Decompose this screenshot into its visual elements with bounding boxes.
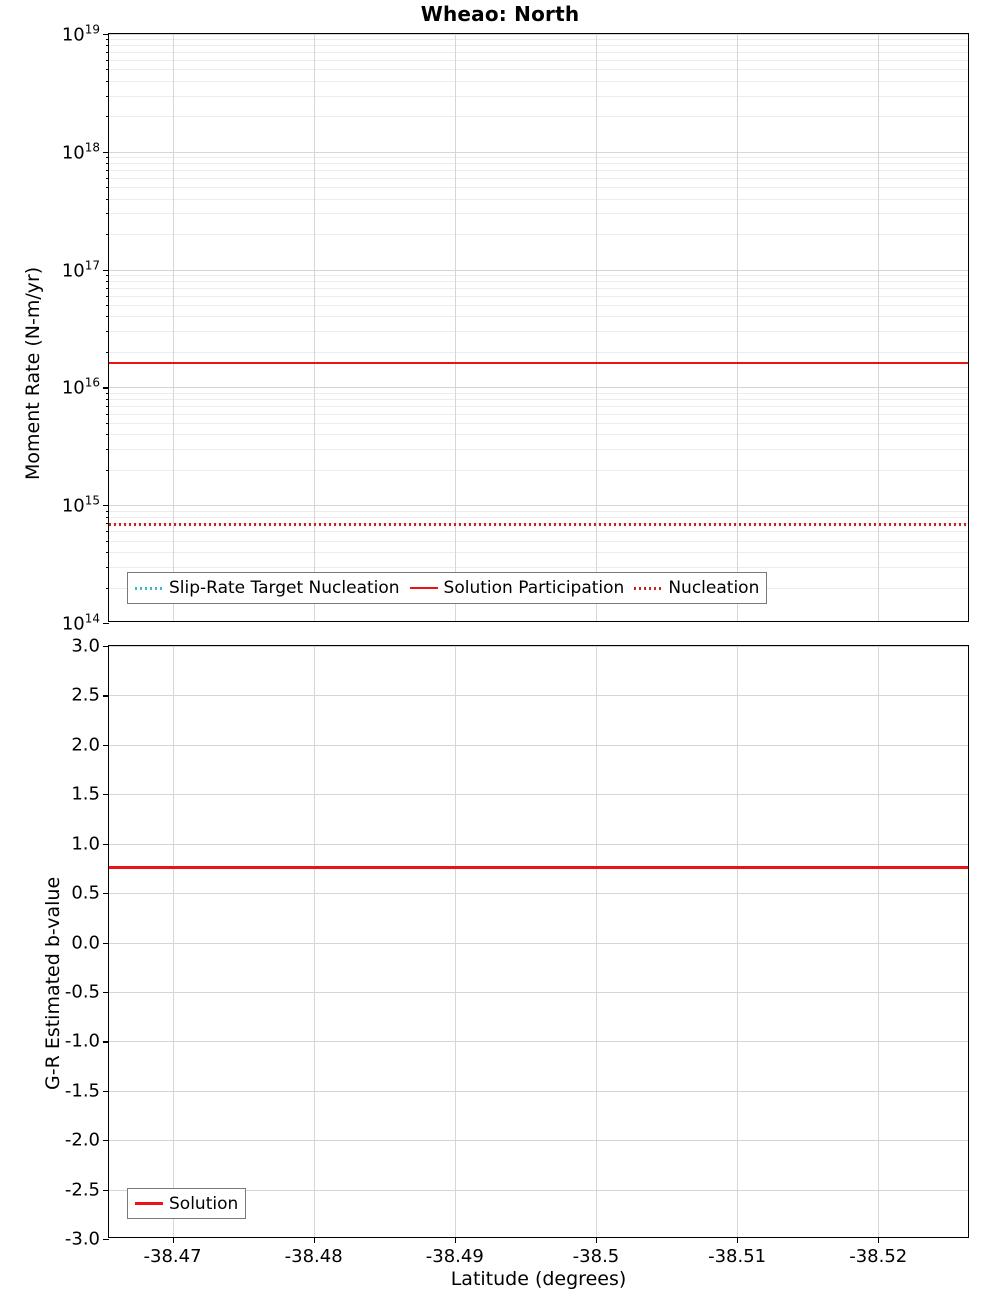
y-tick <box>103 1140 109 1141</box>
gridline-minor <box>109 517 968 518</box>
legend-swatch-dotted-cyan-icon <box>135 587 163 590</box>
legend-item-slip-rate-target-nucleation <box>135 578 400 598</box>
gridline-vertical <box>596 646 597 1237</box>
y-tick <box>103 1190 109 1191</box>
y-tick-label: 0.5 <box>71 882 100 904</box>
gridline-minor <box>109 434 968 435</box>
y-tick-minor <box>106 60 110 61</box>
x-tick <box>173 1237 174 1243</box>
y-tick <box>103 1239 109 1240</box>
gridline-minor <box>109 39 968 40</box>
gridline-minor <box>109 116 968 117</box>
y-tick-minor <box>106 275 110 276</box>
y-tick-minor <box>106 45 110 46</box>
y-tick-minor <box>106 157 110 158</box>
y-tick <box>103 646 109 647</box>
x-tick <box>596 1237 597 1243</box>
y-tick-minor <box>106 399 110 400</box>
y-tick-minor <box>106 213 110 214</box>
y-tick <box>103 695 109 696</box>
gridline-minor <box>109 178 968 179</box>
gridline <box>109 505 968 506</box>
gridline-vertical <box>737 34 738 621</box>
y-tick <box>103 943 109 944</box>
gridline-minor <box>109 288 968 289</box>
legend-top <box>127 572 767 604</box>
y-tick <box>103 152 109 153</box>
gridline <box>109 844 968 845</box>
gridline-vertical <box>314 646 315 1237</box>
gridline-minor <box>109 281 968 282</box>
gridline-minor <box>109 470 968 471</box>
y-tick-label: -1.5 <box>64 1080 100 1102</box>
y-tick-label: -3.0 <box>64 1228 100 1250</box>
gridline-vertical <box>173 646 174 1237</box>
y-tick <box>103 623 109 624</box>
legend-swatch-solid-red-icon <box>135 1202 163 1205</box>
gridline-vertical <box>737 646 738 1237</box>
gridline-minor <box>109 296 968 297</box>
y-tick-minor <box>106 434 110 435</box>
y-tick-minor <box>106 531 110 532</box>
x-tick-label: -38.48 <box>284 1246 343 1267</box>
legend-bottom <box>127 1188 246 1219</box>
y-tick-label: 2.5 <box>71 684 100 706</box>
y-tick-label: $10^{15}$ <box>61 493 100 517</box>
y-tick-minor <box>106 511 110 512</box>
gridline-minor <box>109 275 968 276</box>
y-tick <box>103 505 109 506</box>
y-tick-minor <box>106 423 110 424</box>
gridline <box>109 387 968 388</box>
gridline-vertical <box>173 34 174 621</box>
y-tick-minor <box>106 116 110 117</box>
gridline-minor <box>109 170 968 171</box>
y-tick-minor <box>106 52 110 53</box>
gridline-minor <box>109 163 968 164</box>
y-tick-minor <box>106 163 110 164</box>
y-tick-minor <box>106 414 110 415</box>
x-axis-label: Latitude (degrees) <box>450 1268 627 1290</box>
y-tick-minor <box>106 316 110 317</box>
gridline-minor <box>109 331 968 332</box>
gridline <box>109 646 968 647</box>
gridline-minor <box>109 45 968 46</box>
y-tick-minor <box>106 288 110 289</box>
legend-swatch-dotted-red-icon <box>634 587 662 590</box>
y-tick <box>103 34 109 35</box>
gridline-minor <box>109 511 968 512</box>
y-tick-label: 3.0 <box>71 635 100 657</box>
y-tick-minor <box>106 69 110 70</box>
y-tick-minor <box>106 588 110 589</box>
y-tick-minor <box>106 81 110 82</box>
y-tick-label: 0.0 <box>71 932 100 953</box>
y-tick <box>103 1041 109 1042</box>
y-tick-minor <box>106 178 110 179</box>
gridline-vertical <box>455 646 456 1237</box>
gridline-minor <box>109 399 968 400</box>
gridline-minor <box>109 305 968 306</box>
gridline-minor <box>109 52 968 53</box>
gridline-minor <box>109 552 968 553</box>
gridline <box>109 1091 968 1092</box>
y-tick-label: -0.5 <box>64 981 100 1003</box>
y-tick <box>103 745 109 746</box>
y-tick-minor <box>106 470 110 471</box>
gridline-minor <box>109 423 968 424</box>
page-title: Wheao: North <box>420 2 580 26</box>
y-tick-label: $10^{14}$ <box>61 611 100 635</box>
legend-label: Slip-Rate Target Nucleation <box>169 578 400 598</box>
y-tick-label: 2.0 <box>71 734 100 756</box>
y-tick-label: 1.5 <box>71 783 100 805</box>
gridline <box>109 893 968 894</box>
y-tick <box>103 794 109 795</box>
legend-label: Solution Participation <box>443 578 625 598</box>
gridline-minor <box>109 449 968 450</box>
gridline-vertical <box>596 34 597 621</box>
legend-swatch-solid-red-icon <box>410 587 438 590</box>
gridline-minor <box>109 69 968 70</box>
gridline-minor <box>109 81 968 82</box>
y-tick-minor <box>106 517 110 518</box>
y-tick <box>103 1091 109 1092</box>
y-tick <box>103 270 109 271</box>
gridline-minor <box>109 316 968 317</box>
x-tick-label: -38.47 <box>143 1246 202 1267</box>
gridline <box>109 695 968 696</box>
gridline-minor <box>109 406 968 407</box>
legend-item-solution <box>135 1194 238 1214</box>
gridline-minor <box>109 414 968 415</box>
legend-item-nucleation <box>634 578 759 598</box>
y-tick-minor <box>106 523 110 524</box>
y-axis-label-bottom: G-R Estimated b-value <box>42 876 64 1090</box>
y-tick-label: $10^{17}$ <box>61 258 100 282</box>
series-line <box>109 523 968 526</box>
gridline <box>109 34 968 35</box>
legend-label: Solution <box>169 1193 239 1214</box>
gridline <box>109 943 968 944</box>
y-tick-minor <box>106 96 110 97</box>
legend-label: Nucleation <box>668 578 760 598</box>
y-tick-label: -1.0 <box>64 1030 100 1052</box>
gridline-minor <box>109 567 968 568</box>
gridline <box>109 270 968 271</box>
gridline-minor <box>109 531 968 532</box>
y-tick <box>103 893 109 894</box>
y-tick-label: $10^{18}$ <box>61 140 100 164</box>
y-tick-label: $10^{16}$ <box>61 375 100 399</box>
y-tick <box>103 992 109 993</box>
series-line <box>109 866 968 869</box>
gridline-minor <box>109 213 968 214</box>
gridline-minor <box>109 393 968 394</box>
y-tick-minor <box>106 541 110 542</box>
y-tick-minor <box>106 281 110 282</box>
gridline-vertical <box>314 34 315 621</box>
y-tick-minor <box>106 199 110 200</box>
gridline-minor <box>109 60 968 61</box>
y-tick-minor <box>106 393 110 394</box>
gridline-minor <box>109 234 968 235</box>
gridline-vertical <box>878 646 879 1237</box>
x-tick <box>878 1237 879 1243</box>
gridline-minor <box>109 352 968 353</box>
x-tick-label: -38.5 <box>572 1246 620 1267</box>
y-tick-minor <box>106 449 110 450</box>
y-tick-minor <box>106 552 110 553</box>
gridline <box>109 1041 968 1042</box>
y-tick-label: -2.5 <box>64 1179 100 1201</box>
gridline <box>109 1140 968 1141</box>
y-tick-minor <box>106 234 110 235</box>
b-value-plot-panel <box>64 635 969 1267</box>
gridline-vertical <box>455 34 456 621</box>
x-tick-label: -38.49 <box>425 1246 484 1267</box>
y-tick <box>103 844 109 845</box>
moment-rate-plot-panel <box>61 22 969 635</box>
y-tick-minor <box>106 170 110 171</box>
y-tick-minor <box>106 305 110 306</box>
x-tick-label: -38.51 <box>708 1246 767 1267</box>
b-value-plot-area <box>109 646 968 1237</box>
gridline-vertical <box>878 34 879 621</box>
gridline-minor <box>109 199 968 200</box>
y-tick-minor <box>106 187 110 188</box>
gridline <box>109 745 968 746</box>
x-tick <box>737 1237 738 1243</box>
gridline-minor <box>109 187 968 188</box>
x-tick-label: -38.52 <box>849 1246 908 1267</box>
gridline <box>109 794 968 795</box>
gridline-minor <box>109 541 968 542</box>
gridline-minor <box>109 157 968 158</box>
y-tick-minor <box>106 352 110 353</box>
moment-rate-plot-area <box>109 34 968 621</box>
y-tick-minor <box>106 39 110 40</box>
y-tick-minor <box>106 406 110 407</box>
series-line <box>109 362 968 365</box>
gridline <box>109 992 968 993</box>
gridline-minor <box>109 96 968 97</box>
y-tick-label: $10^{19}$ <box>61 22 100 46</box>
legend-item-solution-participation <box>410 578 625 598</box>
y-tick <box>103 387 109 388</box>
y-axis-label-top: Moment Rate (N-m/yr) <box>22 266 44 480</box>
y-tick-label: -2.0 <box>64 1129 100 1151</box>
y-tick-label: 1.0 <box>71 833 100 855</box>
y-tick-minor <box>106 331 110 332</box>
y-tick-minor <box>106 567 110 568</box>
gridline <box>109 152 968 153</box>
y-tick-minor <box>106 296 110 297</box>
x-tick <box>314 1237 315 1243</box>
x-tick <box>455 1237 456 1243</box>
